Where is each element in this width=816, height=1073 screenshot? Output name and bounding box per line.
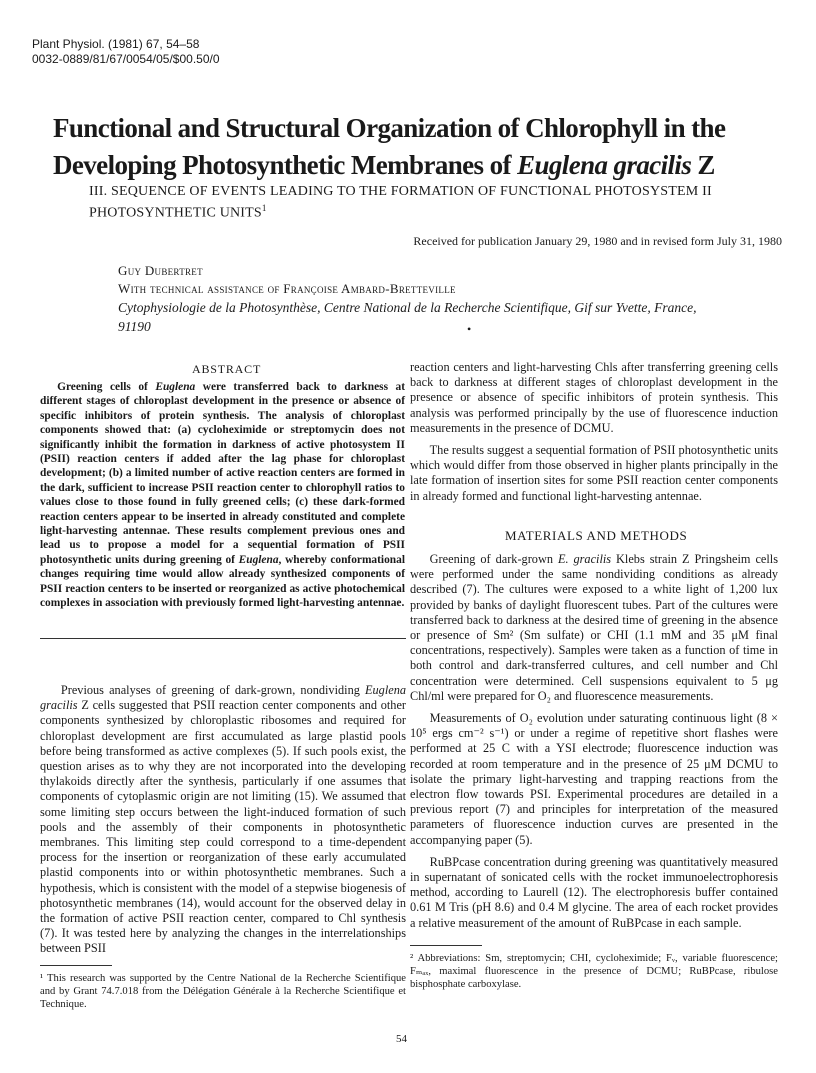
- page-number: 54: [396, 1033, 407, 1045]
- species-name: Euglena gracilis: [517, 150, 692, 180]
- journal-header: [32, 37, 220, 67]
- journal-code: 0032-0889/81/67/0054/05/$00.50/0: [32, 52, 220, 66]
- methods-text: [410, 552, 778, 938]
- abstract-heading: ABSTRACT: [192, 362, 262, 376]
- footnote-abbreviations: ² Abbreviations: Sm, streptomycin; CHI, cycloheximide; Fᵥ, variable fluorescence; Fₘₐₓ, maximal fluorescence in the presence of DCMU; RuBPcase, ribulose bisphosphate carboxylase.: [410, 953, 778, 990]
- methods-paragraph-2: Measurements of O₂ evolution under saturating continuous light (8 × 10⁵ ergs cm⁻² s⁻¹) or under a regime of repetitive short flashes were performed at 25 C with a YSI electrode; fluorescence induction was recorded at room temperature and in the presence of 25 μM DCMU to isolate the primary light-harvesting and trapping reactions from the electron flow towards PSI. Experimental procedures are detailed in a previous report (7) and principles for interpretation of the measured parameters of fluorescence induction curves are presented in the accompanying paper (5).: [410, 711, 778, 847]
- author-name: Guy Dubertret: [118, 263, 203, 278]
- methods-paragraph-3: RuBPcase concentration during greening was quantitatively measured in supernatant of sonicated cells with the rocket immunoelectrophoresis method, according to Laurell (12). The electrophoresis buffer contained 0.61 M Tris (pH 8.6) and 0.4 M glycine. The area of each rocket provides a relative measurement of the amount of RuBPcase in each sample.: [410, 854, 778, 930]
- footnote-rule-left: [40, 965, 112, 966]
- abstract-text: Greening cells of Euglena were transferred back to darkness at different stages of chloroplast development in the presence or absence of specific inhibitors of protein synthesis. The analysis of chloroplast components showed that: (a) cycloheximide or streptomycin does not significantly inhibit the formation in darkness of active photosystem II (PSII) reaction centers if added after the lag phase for chloroplast development; (b) a limited number of active reaction centers are formed in the dark, sufficient to increase PSII reaction center to chlorophyll ratios to values close to those found in fully greened cells; (c) these dark-formed reaction centers appear to be inserted in already constituted and complete light-harvesting antennae. These results complement previous ones and lead us to propose a model for a sequential formation of PSII photosynthetic units during greening of Euglena, whereby conformational changes requiring time would allow already synthesized components of PSII reaction centers to be inserted or reorganized as active photochemical complexes in association with previously formed light-harvesting antennae.: [40, 381, 405, 610]
- title-line-2: Developing Photosynthetic Membranes of Euglena gracilis Z: [53, 150, 715, 180]
- abstract-divider: [40, 638, 406, 639]
- technical-assistance: With technical assistance of Françoise Ambard-Bretteville: [118, 281, 456, 296]
- article-title: [53, 110, 773, 184]
- introduction-text: Previous analyses of greening of dark-grown, nondividing Euglena gracilis Z cells suggested that PSII reaction center components and other components synthesized by chloroplastic ribosomes and required for chloroplast development are first accumulated as large plastid pools before being transformed as active complexes (5). If such pools exist, the question arises as to why they are not incorporated into the developing thylakoids directly after the synthesis, particularly if one assumes that components of cytoplasmic origin are not limiting (15). We assumed that some limiting step occurs between the light-induced formation of such pools and the assembly of their components in photosynthetic membranes. This limiting step could correspond to a time-dependent process for the insertion or reorganization of these early accumulated plastid components into or within photosynthetic membranes. Such a hypothesis, which is consistent with the model of a stepwise biogenesis of photosynthetic membranes (14), would account for the observed delay in the formation of active PSII reaction center, compared to Chl synthesis (7). It was tested here by analyzing the changes in the interrelationships between PSII: [40, 683, 406, 956]
- separator-dot: •: [467, 322, 472, 336]
- article-subtitle: III. SEQUENCE OF EVENTS LEADING TO THE FORMATION OF FUNCTIONAL PHOTOSYSTEM II PHOTOSYNTHETIC UNITS$^1$: [89, 184, 712, 221]
- title-line-1: Functional and Structural Organization of Chlorophyll in the: [53, 113, 726, 143]
- journal-citation: Plant Physiol. (1981) 67, 54–58: [32, 37, 200, 51]
- section-heading-methods: MATERIALS AND METHODS: [505, 528, 688, 543]
- footnote-funding: ¹ This research was supported by the Centre National de la Recherche Scientifique and by Grant 74.7.018 from the Délégation Générale à la Recherche Scientifique et Technique.: [40, 973, 406, 1010]
- results-summary: The results suggest a sequential formation of PSII photosynthetic units which would differ from those observed in higher plants principally in the late formation of insertion sites for some PSII reaction center components in already formed and functional light-harvesting antennae.: [410, 443, 778, 503]
- methods-paragraph-1: Greening of dark-grown E. gracilis Klebs strain Z Pringsheim cells were performed under the same nondividing conditions as already described (7). The cultures were exposed to a white light of 1,200 lux provided by banks of daylight fluorescent tubes. Part of the cultures were transferred back to darkness at the desired time of greening in the absence or presence of Sm² (Sm sulfate) or CHI (1.1 mM and 35 μM final concentrations, respectively). Samples were taken as a function of time in both control and dark-transferred cultures, and cell number and Chl concentration were determined. Cell suspensions equivalent to 5 μg Chl/ml were prepared for O₂ and fluorescence measurements.: [410, 552, 778, 703]
- right-column-intro: [410, 360, 778, 511]
- footnote-rule-right: [410, 945, 482, 946]
- received-date: Received for publication January 29, 1980 and in revised form July 31, 1980: [413, 234, 782, 248]
- intro-continued: reaction centers and light-harvesting Chls after transferring greening cells back to darkness at different stages of chloroplast development in the presence or absence of specific inhibitors of protein synthesis. This analysis was performed principally by the use of fluorescence induction measurements in the presence of DCMU.: [410, 360, 778, 435]
- affiliation: Cytophysiologie de la Photosynthèse, Centre National de la Recherche Scientifique, Gif sur Yvette, France, 91190: [118, 300, 697, 334]
